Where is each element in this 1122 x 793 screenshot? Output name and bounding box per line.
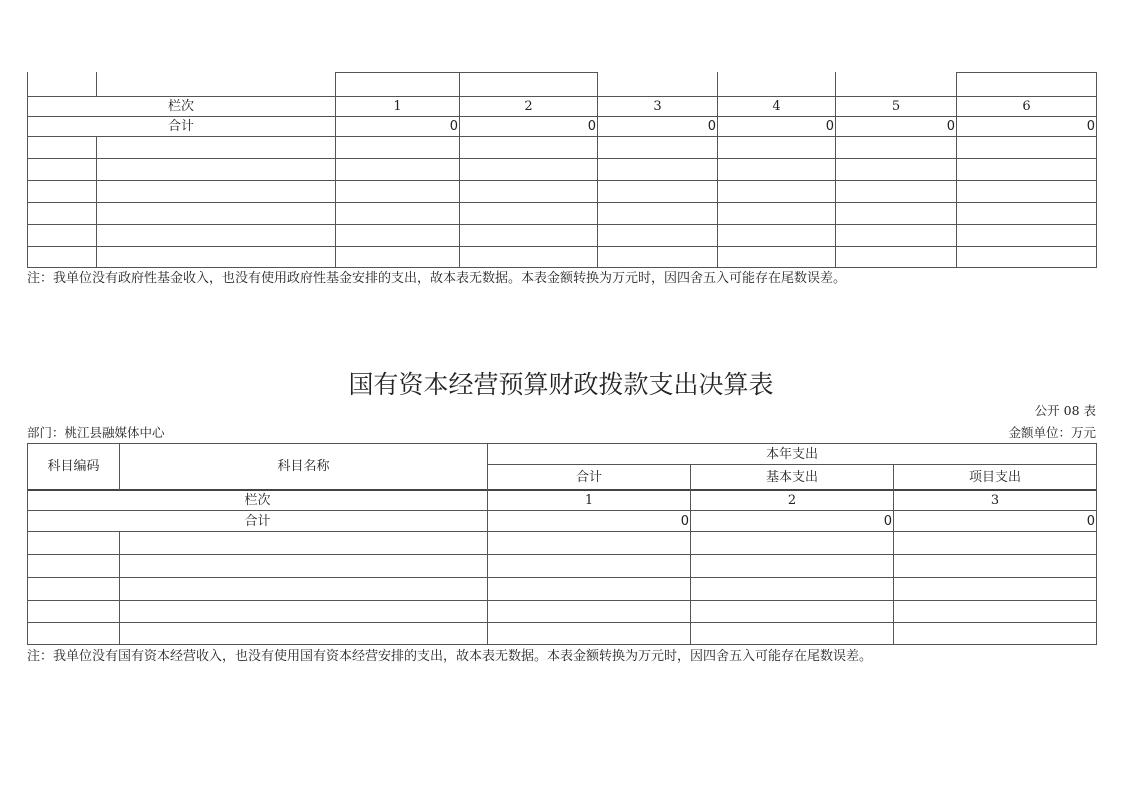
total-value-6: 0: [1086, 119, 1095, 134]
header-project-expenditure: 项目支出: [968, 470, 1021, 485]
header-basic-expenditure: 基本支出: [765, 470, 818, 485]
total-value-2: 0: [587, 119, 596, 134]
form-code: 公开 08 表: [1034, 403, 1096, 418]
header-current-year-expenditure: 本年支出: [765, 446, 818, 462]
page-title: 国有资本经营预算财政拨款支出决算表: [348, 370, 774, 399]
total-value-1: 0: [680, 513, 689, 529]
row-number-label: 栏次: [167, 99, 194, 114]
total-value-2: 0: [883, 513, 892, 529]
column-number-1: 1: [393, 99, 402, 114]
column-number-1: 1: [584, 493, 594, 508]
total-value-5: 0: [946, 119, 955, 134]
column-number-2: 2: [524, 99, 533, 114]
total-value-4: 0: [825, 119, 834, 134]
row-number-label: 栏次: [244, 493, 271, 508]
total-value-3: 0: [707, 119, 716, 134]
header-subject-name: 科目名称: [277, 459, 330, 474]
column-number-6: 6: [1022, 99, 1031, 114]
unit-label: 金额单位：万元: [1008, 425, 1096, 440]
table2-note: 注：我单位没有国有资本经营收入，也没有使用国有资本经营安排的支出，故本表无数据。本表金额转换为万元时，因四舍五入可能存在尾数误差。: [27, 649, 873, 664]
column-number-4: 4: [772, 99, 781, 114]
column-number-5: 5: [891, 99, 901, 114]
total-label: 合计: [244, 513, 271, 529]
total-value-1: 0: [449, 119, 458, 134]
table1-note: 注：我单位没有政府性基金收入，也没有使用政府性基金安排的支出，故本表无数据。本表金额转换为万元时，因四舍五入可能存在尾数误差。: [27, 271, 847, 286]
total-value-3: 0: [1086, 513, 1095, 529]
department-label: 部门：桃江县融媒体中心: [27, 425, 165, 440]
header-total: 合计: [575, 470, 602, 485]
column-number-3: 3: [990, 493, 1000, 508]
header-subject-code: 科目编码: [47, 459, 100, 474]
column-number-3: 3: [653, 99, 662, 114]
column-number-2: 2: [787, 493, 797, 508]
total-label: 合计: [167, 119, 194, 134]
